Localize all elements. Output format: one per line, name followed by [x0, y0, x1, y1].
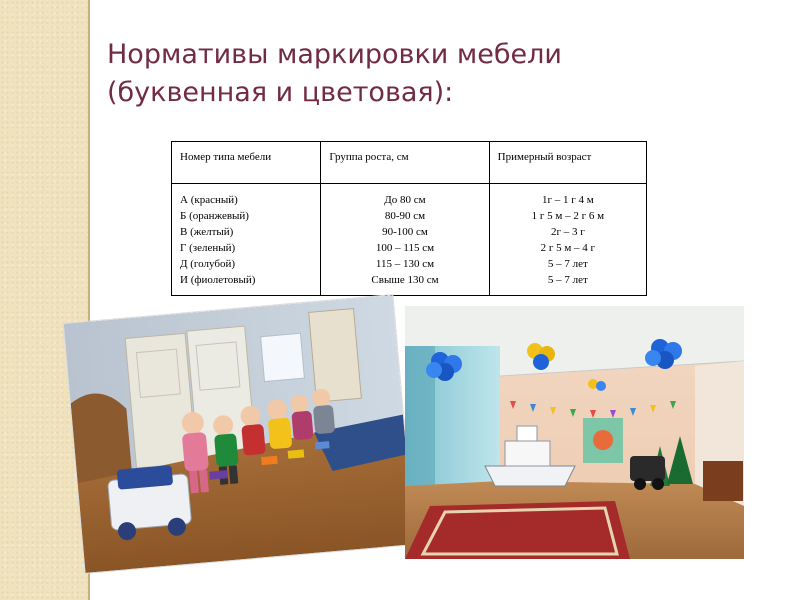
age-item: 5 – 7 лет	[547, 258, 588, 270]
table-row	[172, 184, 647, 296]
type-item: И (фиолетовый)	[180, 274, 256, 286]
title-line-1: Нормативы маркировки мебели	[107, 39, 562, 70]
age-item: 2г – 3 г	[550, 226, 585, 238]
decorative-side-band	[0, 0, 88, 600]
type-item: Д (голубой)	[180, 258, 235, 270]
height-item: 90-100 см	[382, 226, 428, 238]
type-item: Б (оранжевый)	[180, 210, 249, 222]
age-item: 1 г 5 м – 2 г 6 м	[531, 210, 605, 222]
height-item: 100 – 115 см	[375, 242, 435, 254]
height-item: 80-90 см	[384, 210, 426, 222]
approx-age-cell	[489, 184, 646, 296]
header-height-group: Группа роста, см	[321, 142, 489, 184]
age-item: 2 г 5 м – 4 г	[540, 242, 596, 254]
furniture-type-cell	[172, 184, 321, 296]
age-item: 1г – 1 г 4 м	[541, 194, 594, 206]
height-item: 115 – 130 см	[375, 258, 435, 270]
title-line-2: (буквенная и цветовая):	[107, 77, 454, 108]
children-photo	[64, 295, 415, 573]
header-furniture-type: Номер типа мебели	[172, 142, 321, 184]
furniture-marking-table	[171, 141, 647, 296]
height-item: Свыше 130 см	[371, 274, 439, 286]
music-hall-photo	[405, 306, 744, 559]
height-group-cell	[321, 184, 489, 296]
type-item: Г (зеленый)	[180, 242, 236, 254]
table-header-row	[172, 142, 647, 184]
type-item: А (красный)	[180, 194, 238, 206]
height-item: До 80 см	[384, 194, 426, 206]
type-item: В (желтый)	[180, 226, 234, 238]
slide-title	[107, 36, 707, 112]
header-approx-age: Примерный возраст	[489, 142, 646, 184]
age-item: 5 – 7 лет	[547, 274, 588, 286]
